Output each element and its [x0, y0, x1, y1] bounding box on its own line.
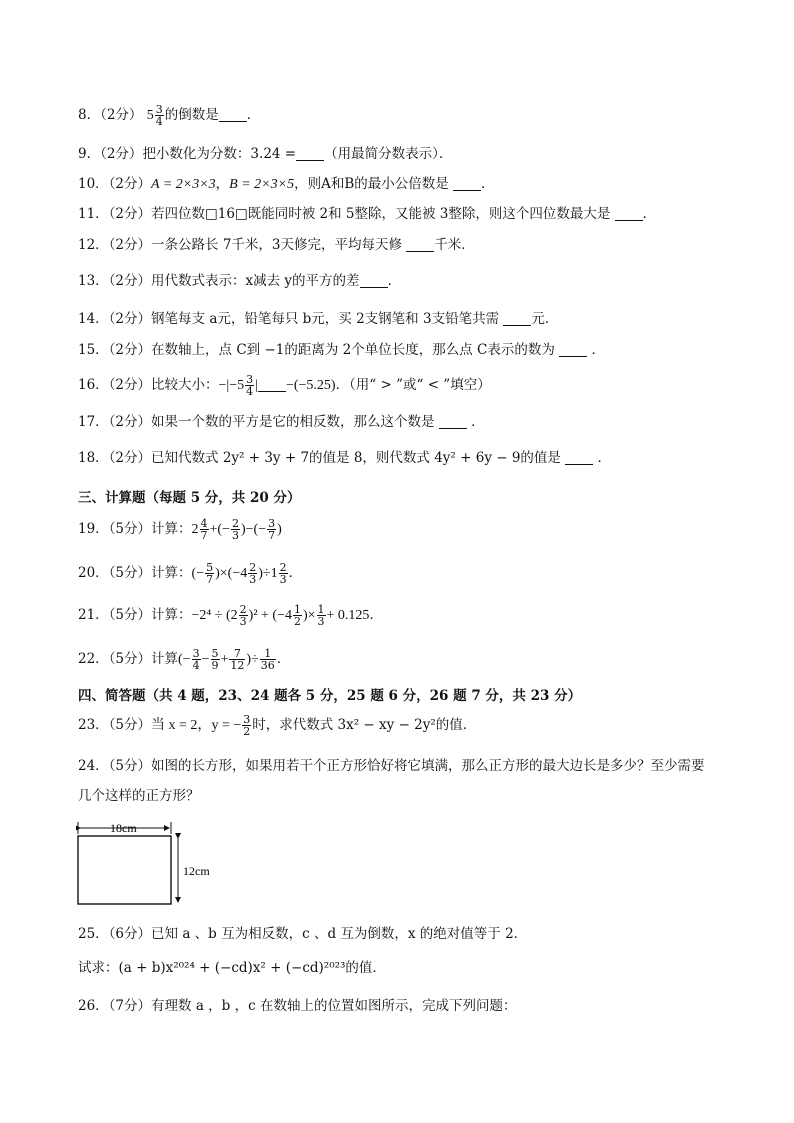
answer-blank: [219, 121, 247, 122]
question-26: 26．（7分）有理数 a ，b ，c 在数轴上的位置如图所示，完成下列问题：: [78, 998, 517, 1014]
answer-blank: [453, 190, 481, 191]
question-19: 19．（5分）计算：2 $\frac{4}{7}$ +(− $\frac{2}{3}$ )−(− $\frac{3}{7}$ ): [78, 517, 282, 542]
answer-blank: [565, 464, 593, 465]
question-24-line-2: 几个这样的正方形？: [78, 788, 200, 804]
answer-blank: [615, 220, 643, 221]
question-25: 25．（6分）已知 a 、b 互为相反数，c 、d 互为倒数，x 的绝对值等于 2．: [78, 926, 528, 942]
question-20: 20．（5分）计算：(− $\frac{5}{7}$ )×(−4 $\frac{2}{3}$ )÷1 $\frac{2}{3}$ ．: [78, 561, 303, 586]
rectangle-figure: [76, 818, 236, 914]
answer-blank: [360, 287, 388, 288]
answer-blank: [503, 325, 531, 326]
rectangle-outline: [78, 836, 171, 904]
question-10: 10．（2分）A = 2×3×3，B = 2×3×5，则A和B的最小公倍数是 ．: [78, 176, 495, 192]
question-23: 23．（5分）当 x = 2，y = − $\frac{3}{2}$ 时，求代数式 3x² − xy − 2y²的值．: [78, 713, 477, 738]
question-16: 16．（2分）比较大小：−|−5 $\frac{3}{4}$ | −(−5.25)．（用“ > ”或“ < ”填空）: [78, 373, 491, 398]
answer-blank: [406, 251, 434, 252]
question-9: 9．（2分）把小数化为分数：3.24 = （用最简分数表示）．: [78, 146, 453, 162]
answer-blank: [296, 160, 324, 161]
question-13: 13．（2分）用代数式表示：x减去 y的平方的差 ．: [78, 273, 402, 289]
question-8: 8．（2分） 5 $\frac{3}{4}$ 的倒数是 ．: [78, 103, 261, 128]
section-title-calculation: 三、计算题（每题 5 分，共 20 分）: [78, 490, 301, 506]
question-17: 17．（2分）如果一个数的平方是它的相反数，那么这个数是 ．: [78, 414, 485, 430]
question-14: 14．（2分）钢笔每支 a元，铅笔每只 b元，买 2支钢笔和 3支铅笔共需 元．: [78, 311, 559, 327]
question-22: 22．（5分）计算(− $\frac{3}{4}$ − $\frac{5}{9}$ + $\frac{7}{12}$ )÷ $\frac{1}{36}$ ．: [78, 647, 291, 672]
answer-blank: [258, 391, 286, 392]
question-12: 12．（2分）一条公路长 7千米，3天修完，平均每天修 千米．: [78, 237, 475, 253]
section-title-short-answer: 四、简答题（共 4 题，23、24 题各 5 分，25 题 6 分，26 题 7 分，共 23 分）: [78, 688, 582, 704]
answer-blank: [559, 356, 587, 357]
width-label: 18cm: [110, 821, 137, 835]
height-label: 12cm: [183, 864, 210, 878]
question-18: 18．（2分）已知代数式 2y² + 3y + 7的值是 8，则代数式 4y² + 6y − 9的值是 ．: [78, 450, 612, 466]
answer-blank: [439, 428, 467, 429]
question-21: 21．（5分）计算：−2⁴ ÷ (2 $\frac{2}{3}$ )² + (−4 $\frac{1}{2}$ )× $\frac{1}{3}$ + 0.125．: [78, 603, 383, 628]
question-24: 24．（5分）如图的长方形，如果用若干个正方形恰好将它填满，那么正方形的最大边长是多少？至少需要: [78, 758, 705, 774]
question-25-line-2: 试求：(a + b)x²⁰²⁴ + (−cd)x² + (−cd)²⁰²³的值．: [78, 960, 386, 976]
question-11: 11．（2分）若四位数□16□既能同时被 2和 5整除，又能被 3整除，则这个四位数最大是 ．: [78, 206, 657, 222]
rectangle-diagram: [76, 818, 236, 910]
question-15: 15．（2分）在数轴上，点 C到 −1的距离为 2个单位长度，那么点 C表示的数为 ．: [78, 342, 605, 358]
